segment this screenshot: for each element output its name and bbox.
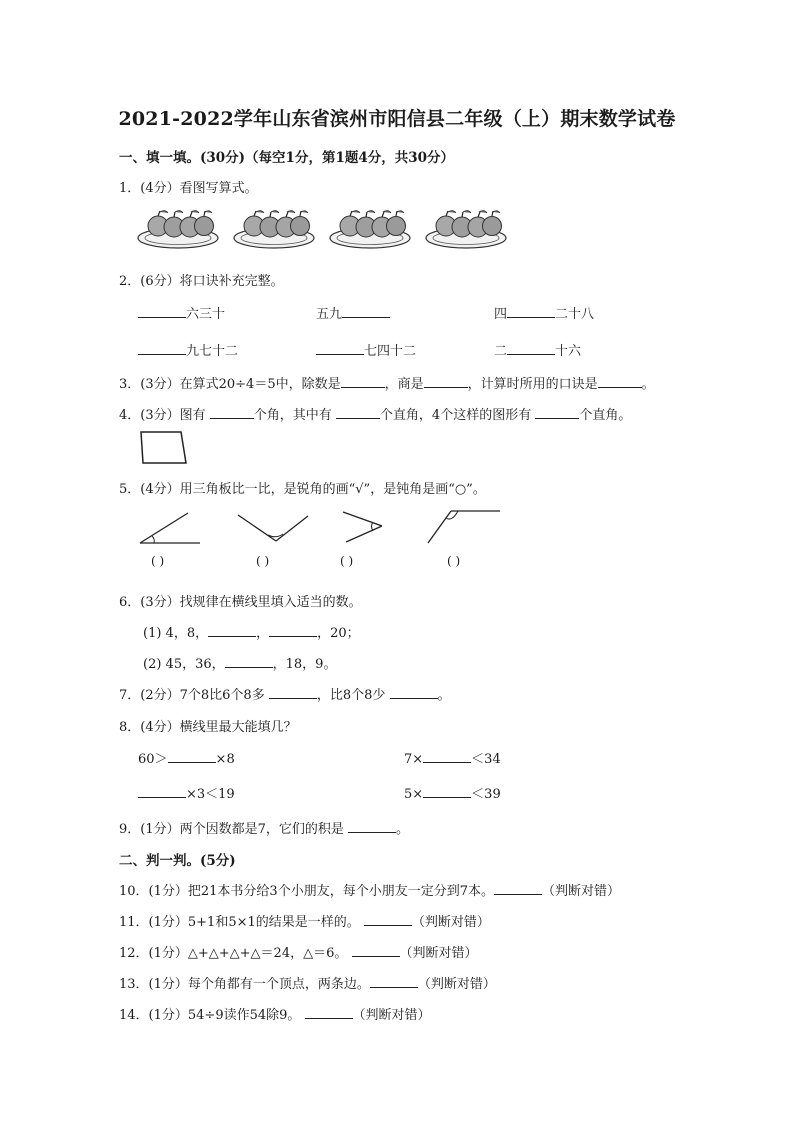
apple-plate-3 [330,211,410,248]
question-6: 6．(3分）找规律在横线里填入适当的数。 [119,595,362,610]
answer-paren-2[interactable]: ( ) [256,554,270,568]
apple-plate-2 [234,211,314,248]
q2-item-3: 四 二十八 [494,307,595,322]
answer-blank[interactable] [316,342,364,355]
answer-blank[interactable] [370,975,418,988]
answer-blank[interactable] [507,305,555,318]
question-11: 11．(1分）5+1和5×1的结果是一样的。 （判断对错） [119,915,490,930]
apple-plates-figure [138,204,518,254]
answer-blank[interactable] [210,406,254,419]
answer-blank[interactable] [598,375,642,388]
question-4: 4．(3分）图有 个角，其中有 个直角，4个这样的图形有 个直角。 [119,408,632,423]
answer-blank[interactable] [336,406,380,419]
angle-3 [343,512,382,542]
question-1: 1．(4分）看图写算式。 [119,181,258,196]
page-title: 2021-2022学年山东省滨州市阳信县二年级（上）期末数学试卷 [118,108,676,130]
answer-blank[interactable] [390,686,438,699]
question-8: 8．(4分）横线里最大能填几？ [119,720,297,735]
question-5: 5．(4分）用三角板比一比，是锐角的画“√”，是钝角是画“○”。 [119,482,486,497]
question-14: 14．(1分）54÷9读作54除9。 （判断对错） [119,1008,431,1023]
answer-blank[interactable] [138,785,186,798]
answer-blank[interactable] [208,624,256,637]
answer-blank[interactable] [507,342,555,355]
answer-blank[interactable] [342,305,390,318]
q2-item-5: 七四十二 [316,340,416,359]
answer-blank[interactable] [269,624,317,637]
answer-blank[interactable] [364,913,412,926]
apple-plate-1 [138,211,218,248]
answer-blank[interactable] [225,655,273,668]
answer-blank[interactable] [348,820,396,833]
answer-blank[interactable] [138,305,186,318]
answer-blank[interactable] [352,944,400,957]
angle-4 [428,511,500,543]
question-9: 9．(1分）两个因数都是7，它们的积是 。 [119,822,410,837]
q8-item-1: 60＞ ×8 [138,752,235,767]
section-heading-fill: 一、填一填。(30分)（每空1分，第1题4分，共30分） [119,150,455,166]
question-2: 2．(6分）将口诀补充完整。 [119,274,284,289]
answer-blank[interactable] [423,750,471,763]
answer-blank[interactable] [423,785,471,798]
q8-item-4: 5× ＜39 [404,787,501,802]
angle-2 [238,515,308,541]
section-heading-judge: 二、判一判。(5分) [119,853,236,869]
answer-blank[interactable] [424,375,468,388]
answer-blank[interactable] [305,1006,353,1019]
answer-blank[interactable] [341,375,385,388]
q8-item-3: ×3＜19 [138,783,235,802]
q6-line-1: (1) 4，8， ， ，20； [143,626,360,641]
answer-blank[interactable] [168,750,216,763]
question-12: 12．(1分）△+△+△+△＝24，△＝6。 （判断对错） [119,946,478,961]
q2-item-4: 九七十二 [138,340,238,359]
q2-item-2: 五九 [316,303,390,322]
apple-plate-4 [426,211,506,248]
answer-blank[interactable] [535,406,579,419]
angle-1 [140,513,200,543]
answer-paren-1[interactable]: ( ) [151,554,165,568]
question-3: 3．(3分）在算式20÷4＝5中，除数是 ，商是 ，计算时所用的口诀是 。 [119,377,655,392]
angle-figures [138,508,518,548]
answer-blank[interactable] [138,342,186,355]
answer-paren-3[interactable]: ( ) [340,554,354,568]
q2-item-1: 六三十 [138,303,225,322]
q2-item-6: 二 十六 [494,344,582,359]
q8-item-2: 7× ＜34 [404,752,501,767]
answer-paren-4[interactable]: ( ) [447,554,461,568]
question-10: 10．(1分）把21本书分给3个小朋友，每个小朋友一定分到7本。 （判断对错） [119,884,620,899]
quadrilateral-figure [139,429,189,467]
question-13: 13．(1分）每个角都有一个顶点，两条边。 （判断对错） [119,977,496,992]
answer-blank[interactable] [269,686,317,699]
q6-line-2: (2) 45，36， ，18，9。 [143,657,337,672]
question-7: 7．(2分）7个8比6个8多 ，比8个8少 。 [119,688,451,703]
answer-blank[interactable] [494,882,542,895]
